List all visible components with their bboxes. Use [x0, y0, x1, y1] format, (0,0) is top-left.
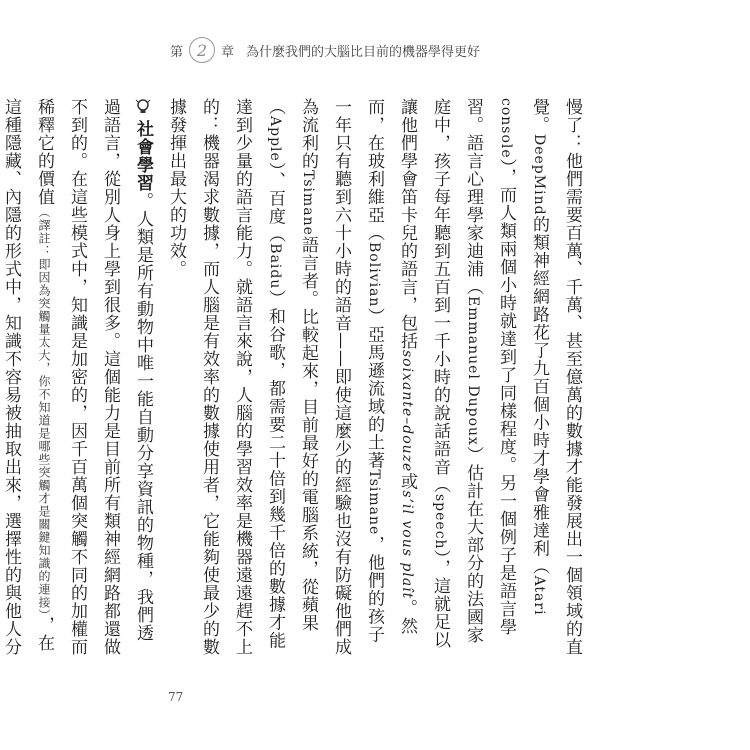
paragraph-social-learning: 社會學習。人類是所有動物中唯一能自動分享資訊的物種，我們透過語言，從別人身上學到很多。這個能力是目前所有類神經網路都還做不到的。在這些模式中，知識是加密的，因千百萬個突觸不同的加權而稀釋它的價值（譯註：即因為突觸量太大，你不知道是哪些突觸才是關鍵知識的連接），在這種隱藏、內隱的形式中，知識不容易被抽取出來，選擇性的與他人分 — [0, 98, 159, 658]
chapter-prefix: 第 — [170, 44, 184, 60]
page-number: 77 — [168, 690, 184, 704]
chapter-title: 為什麼我們的大腦比目前的機器學得更好 — [246, 44, 481, 60]
section-heading-social-learning: 社會學習 — [133, 120, 153, 192]
running-header — [170, 36, 480, 64]
paragraph-data-efficiency: 慢了：他們需要百萬、千萬、甚至億萬的數據才能發展出一個領域的直覺。DeepMind的類神經網路花了九百個小時才學會雅達利（Atari console），而人類兩個小時就達到了同樣程度。另一個例子是語言學習。語言心理學家迪浦（Emmanuel Dupoux）估計在大部分的法國家庭中，孩子每年聽到五百到一千小時的說話語音（speech），這就足以讓他們學會笛卡兒的語言，包括soixante–douze或s’il vous plaît。然而，在玻利維亞（Bolivian）亞馬遜流域的土著Tsimane，他們的孩子一年只有聽到六十小時的語音——即使這麼少的經驗也沒有防礙他們成為流利的Tsimane語言者。比較起來，目前最好的電腦系統，從蘋果（Apple）、百度（Baidu）和谷歌，都需要二十倍到幾千倍的數據才能達到少量的語言能力。就語言來說，人腦的學習效率是機器遠遠趕不上的：機器渴求數據，而人腦是有效率的數據使用者，它能夠使最少的數據發揮出最大的功效。 — [166, 98, 582, 656]
chapter-number-badge: 2 — [189, 37, 215, 63]
lightbulb-icon — [143, 98, 159, 116]
translator-note: （譯註：即因為突觸量太大，你不知道是哪些突觸才是關鍵知識的連接） — [37, 206, 51, 616]
body-text — [1, 98, 588, 658]
chapter-suffix: 章 — [221, 44, 235, 60]
